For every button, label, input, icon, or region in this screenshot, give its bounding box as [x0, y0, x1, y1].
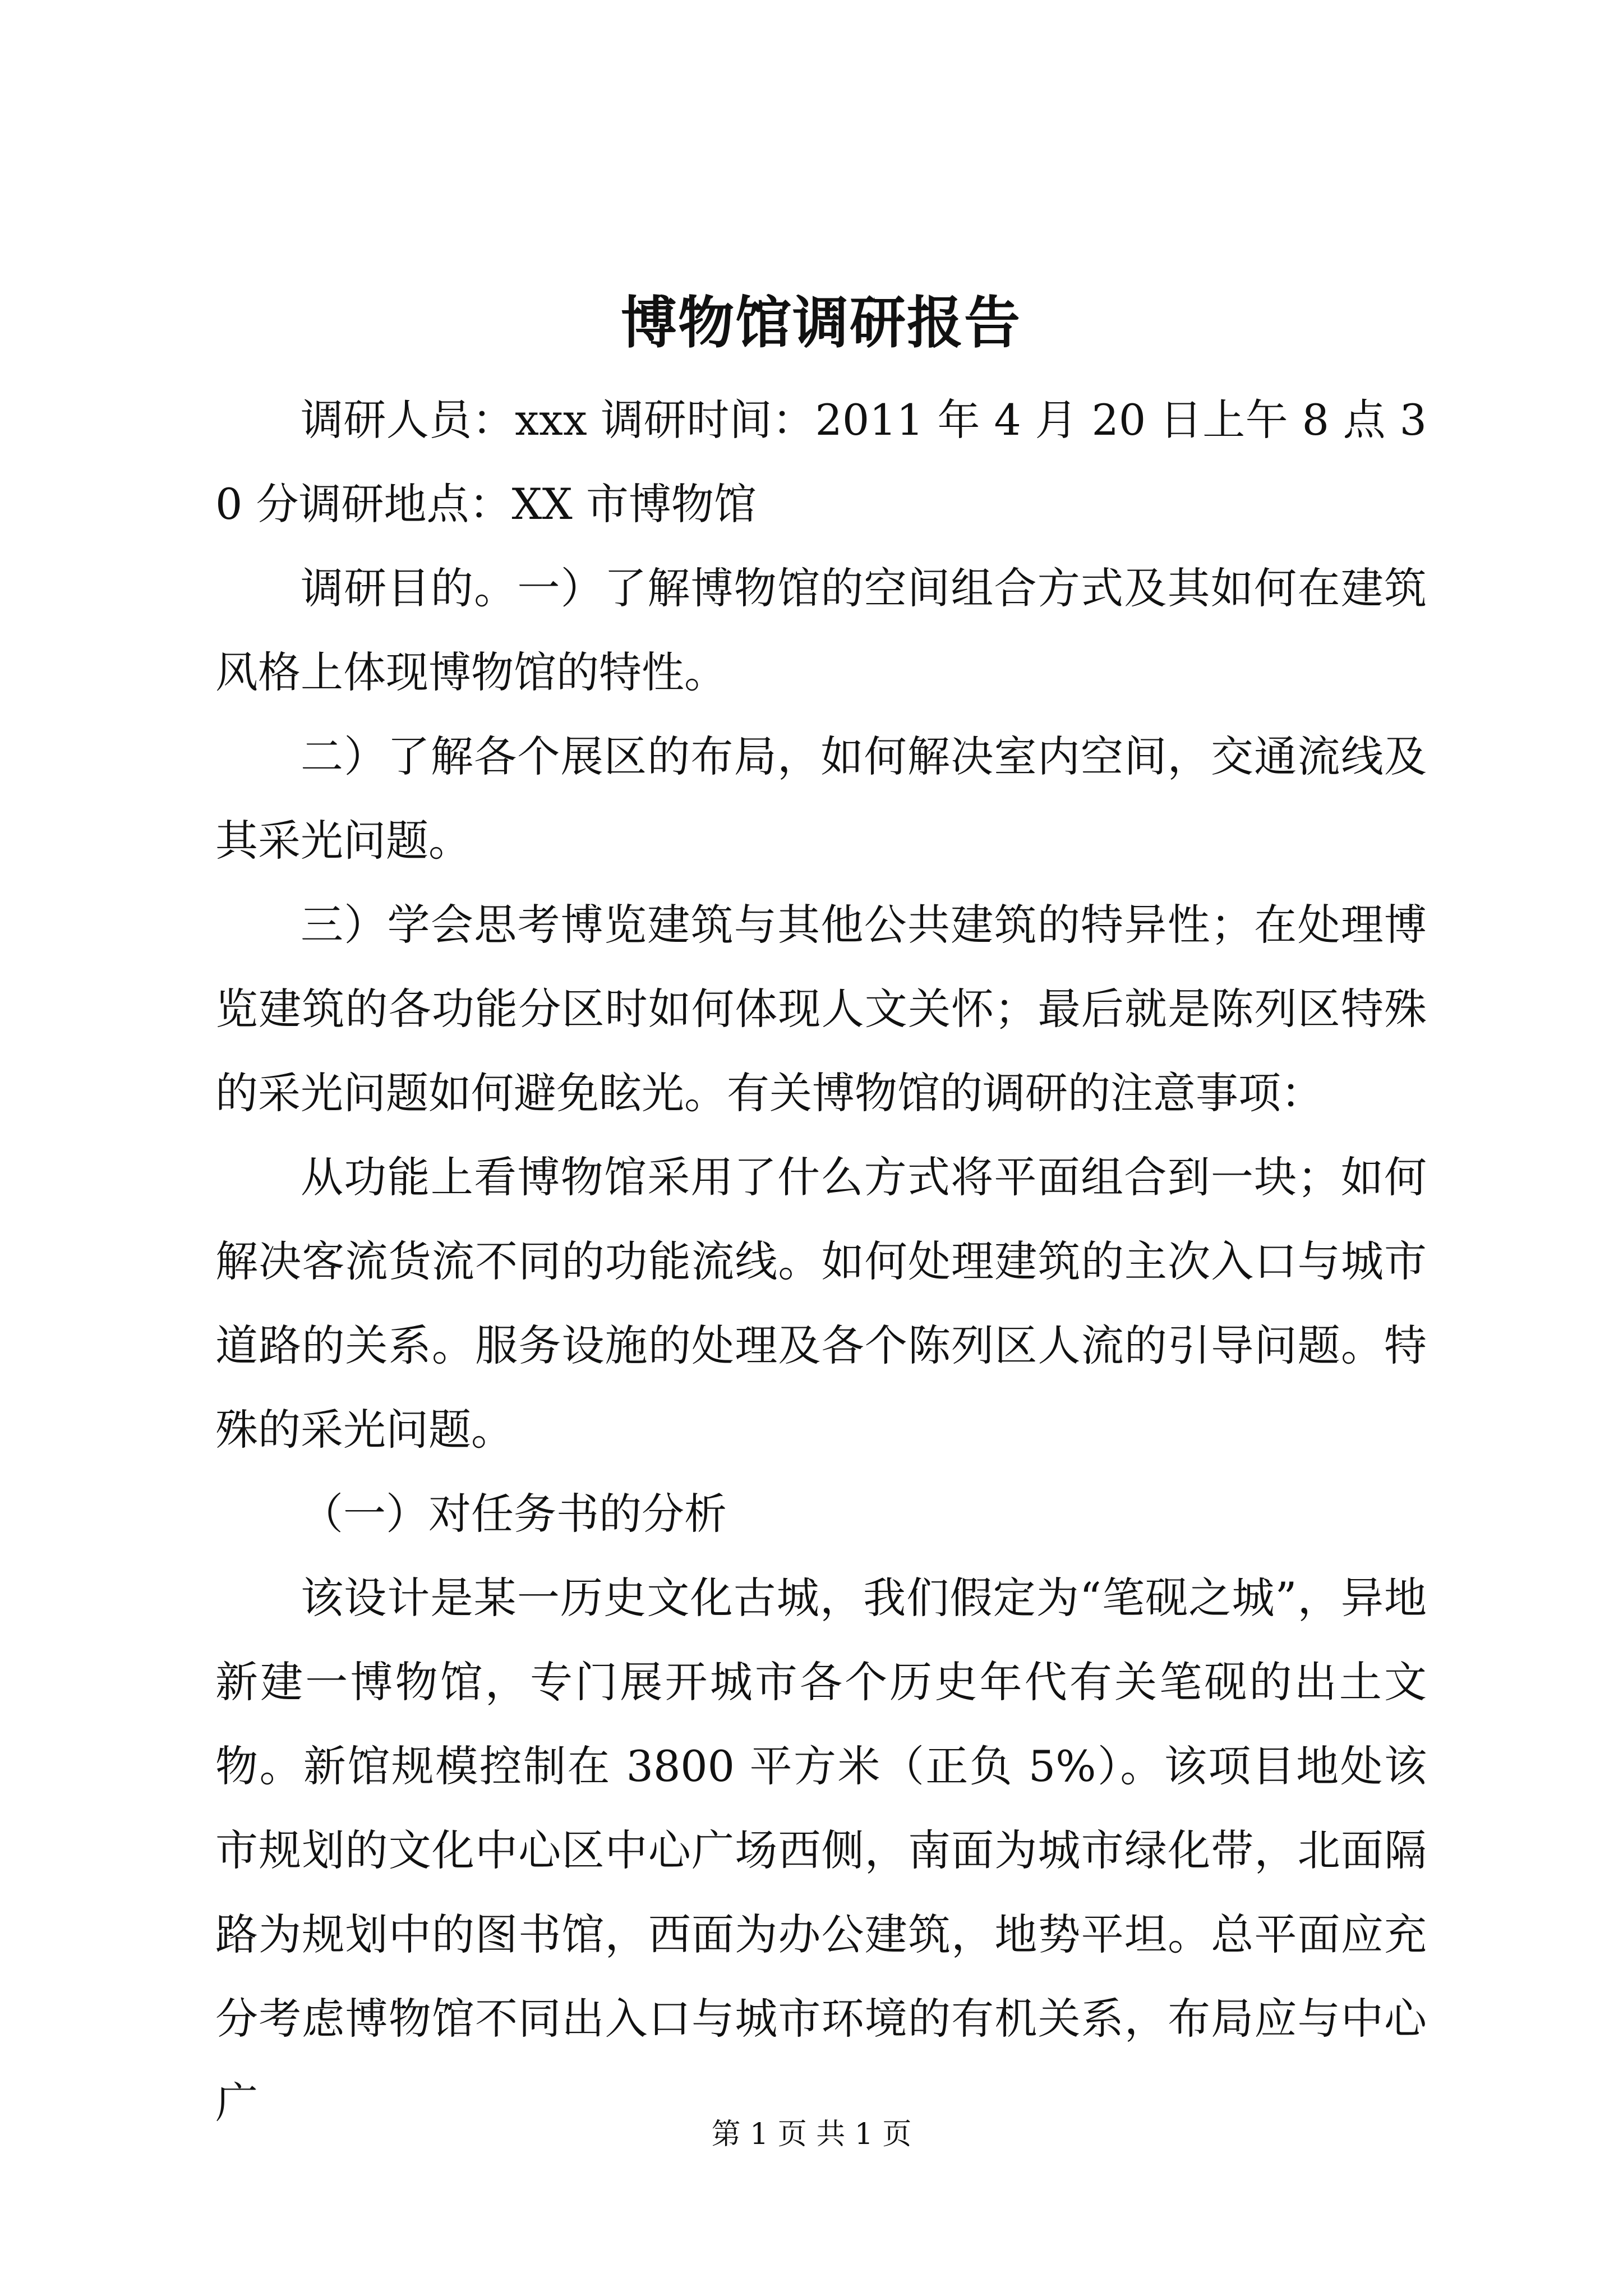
document-title: 博物馆调研报告 [621, 289, 1021, 356]
paragraph-design-brief: 该设计是某一历史文化古城，我们假定为“笔砚之城”，异地新建一博物馆，专门展开城市各个历史年代有关笔砚的出土文物。新馆规模控制在 3800 平方米（正负 5%）。该项目地处该市规划的文化中心区中心广场西侧，南面为城市绿化带，北面隔路为规划中的图书馆，西面为办公建筑，地势平坦。总平面应充分考虑博物馆不同出入口与城市环境的有机关系，布局应与中心广 [215, 1573, 1427, 2128]
paragraph-function: 从功能上看博物馆采用了什么方式将平面组合到一块；如何解决客流货流不同的功能流线。如何处理建筑的主次入口与城市道路的关系。服务设施的处理及各个陈列区人流的引导问题。特殊的采光问题。 [215, 1152, 1427, 1455]
section-heading-task-analysis: （一）对任务书的分析 [301, 1489, 727, 1539]
page-footer: 第 1 页 共 1 页 [711, 2118, 912, 2151]
document-body [215, 280, 1427, 2145]
paragraph-purpose-1: 调研目的。一）了解博物馆的空间组合方式及其如何在建筑风格上体现博物馆的特性。 [215, 563, 1427, 697]
paragraph-purpose-2: 二）了解各个展区的布局，如何解决室内空间，交通流线及其采光问题。 [215, 731, 1427, 866]
paragraph-purpose-3: 三）学会思考博览建筑与其他公共建筑的特异性；在处理博览建筑的各功能分区时如何体现人文关怀；最后就是陈列区特殊的采光问题如何避免眩光。有关博物馆的调研的注意事项： [215, 900, 1427, 1118]
paragraph-survey-info: 调研人员：xxx 调研时间：2011 年 4 月 20 日上午 8 点 30 分调研地点：XX 市博物馆 [215, 395, 1427, 529]
